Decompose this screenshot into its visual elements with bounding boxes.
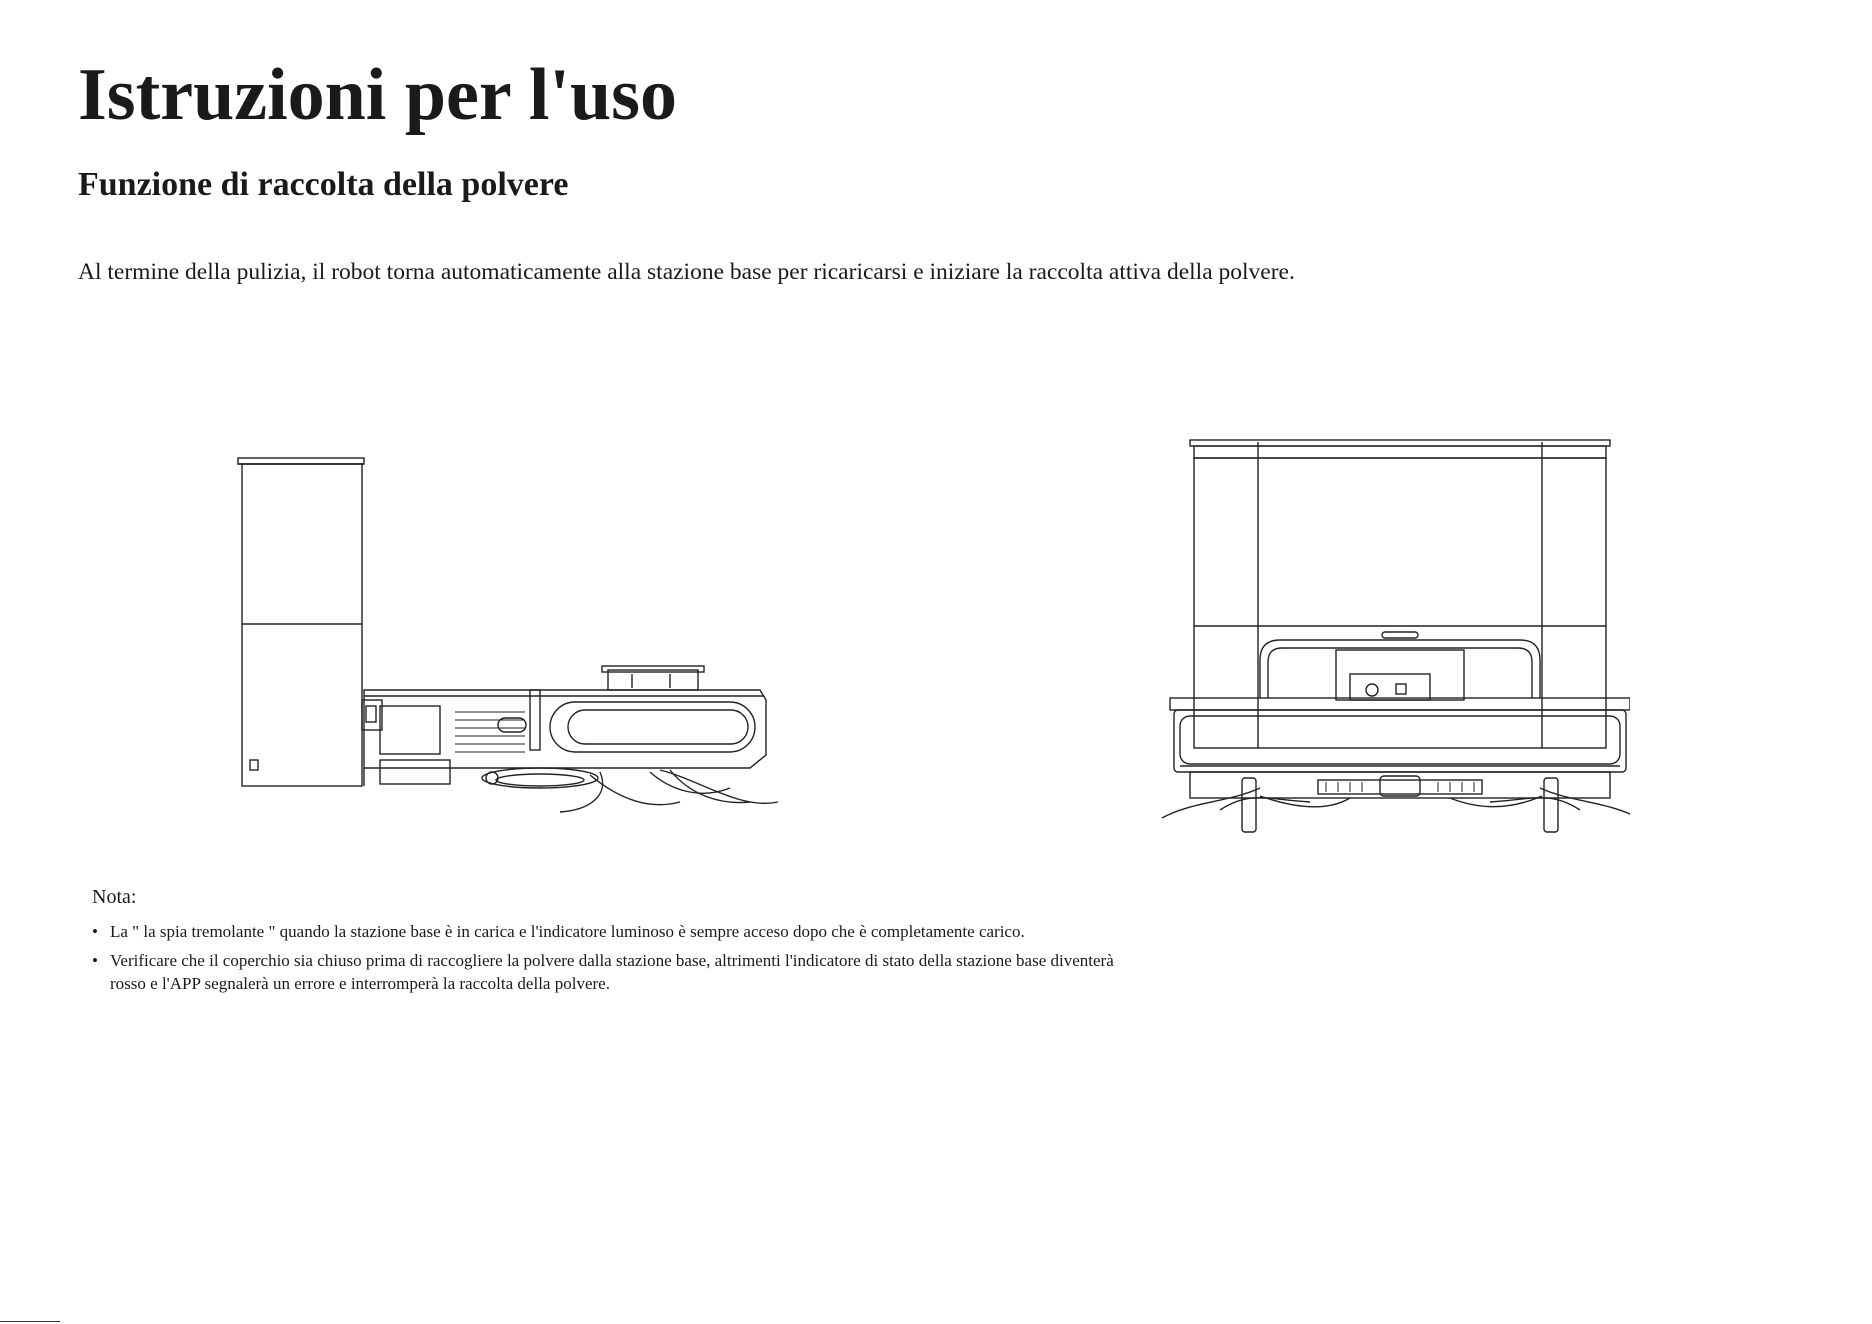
note-list [92,920,1150,1001]
page-title: Istruzioni per l'uso [78,54,677,136]
list-item: • La " la spia tremolante " quando la stazione base è in carica e l'indicatore luminoso è sempre acceso dopo che è completamente carico. [92,922,1025,941]
list-item: • Verificare che il coperchio sia chiuso prima di raccogliere la polvere dalla stazione base, altrimenti l'indicatore di stato della stazione base diventerà rosso e l'APP segnalerà un errore e interromperà la raccolta della polvere. [92,951,1114,993]
intro-paragraph: Al termine della pulizia, il robot torna automaticamente alla stazione base per ricaricarsi e iniziare la raccolta attiva della polvere. [78,259,1295,285]
bullet-icon: • [92,922,98,941]
bullet-icon: • [92,951,98,970]
robot-docking-front-view-icon [1150,430,1630,850]
section-title: Funzione di raccolta della polvere [78,166,569,203]
robot-docking-side-view-icon [230,450,790,820]
note-title: Nota: [92,886,137,908]
footer-divider [0,1321,60,1322]
